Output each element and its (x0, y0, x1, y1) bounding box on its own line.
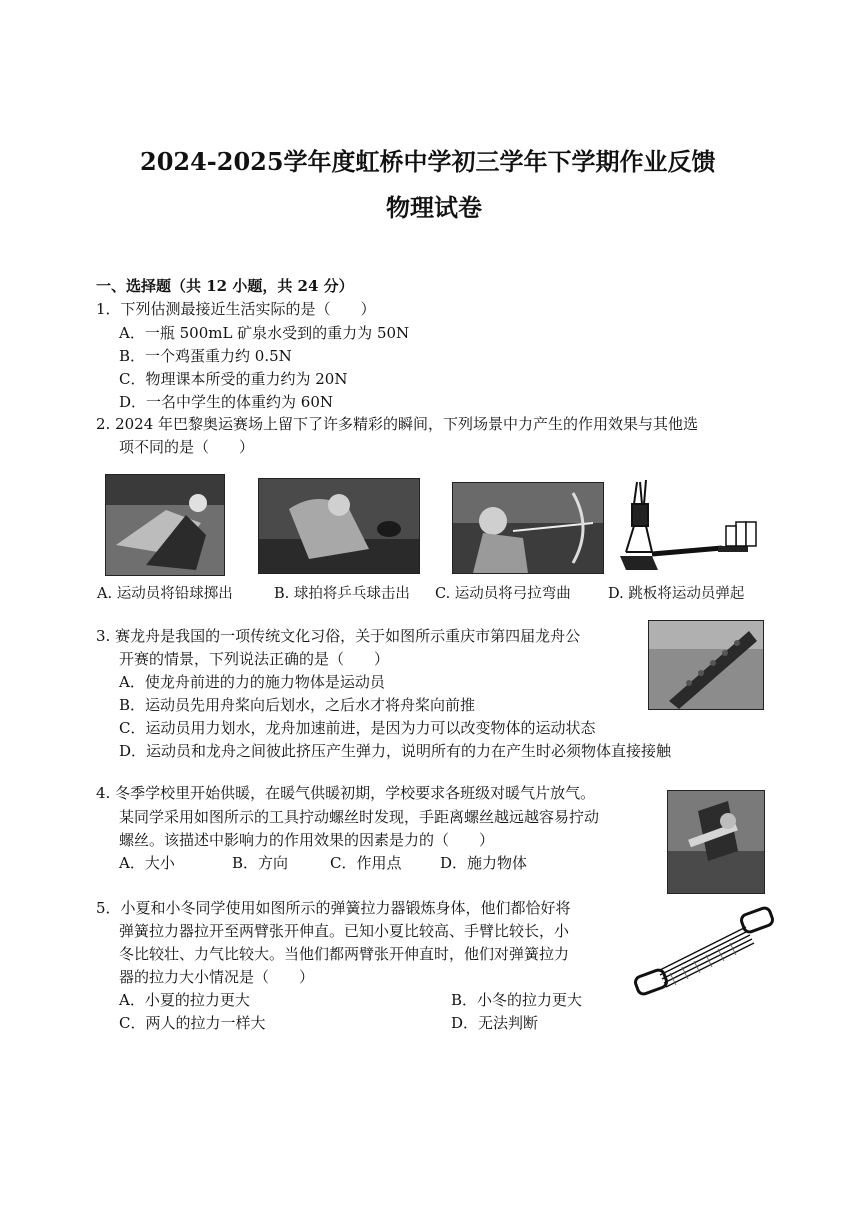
question-3-option-a: A．使龙舟前进的力的施力物体是运动员 (119, 673, 385, 691)
shot-put-photo (105, 474, 225, 576)
question-4-stem-line3: 螺丝。该描述中影响力的作用效果的因素是力的（ ） (119, 831, 495, 849)
exam-subtitle: 物理试卷 (386, 193, 482, 222)
question-4-option-c: C．作用点 (330, 854, 402, 872)
question-2-stem-line2: 项不同的是（ ） (119, 438, 255, 456)
archery-photo (452, 482, 604, 574)
question-5-option-d: D．无法判断 (451, 1014, 539, 1032)
question-5-option-c: C．两人的拉力一样大 (119, 1014, 266, 1032)
question-3-option-c: C．运动员用力划水，龙舟加速前进，是因为力可以改变物体的运动状态 (119, 719, 596, 737)
question-3-option-d: D．运动员和龙舟之间彼此挤压产生弹力，说明所有的力在产生时必须物体直接接触 (119, 742, 672, 760)
question-3-stem-line2: 开赛的情景，下列说法正确的是（ ） (119, 650, 390, 668)
dragon-boat-photo (648, 620, 764, 710)
question-5-stem-line2: 弹簧拉力器拉开至两臂张开伸直。已知小夏比较高、手臂比较长，小 (119, 922, 570, 940)
question-5-stem-line1: 5．小夏和小冬同学使用如图所示的弹簧拉力器锻炼身体，他们都恰好将 (96, 899, 571, 917)
question-4-stem-line2: 某同学采用如图所示的工具拧动螺丝时发现，手距离螺丝越远越容易拧动 (119, 808, 600, 826)
question-5-option-b: B．小冬的拉力更大 (451, 991, 583, 1009)
question-1-option-b: B．一个鸡蛋重力约 0.5N (119, 347, 292, 365)
question-5-stem-line3: 冬比较壮、力气比较大。当他们都两臂张开伸直时，他们对弹簧拉力 (119, 945, 570, 963)
wrench-radiator-photo (667, 790, 765, 894)
question-4-stem-line1: 4. 冬季学校里开始供暖，在暖气供暖初期，学校要求各班级对暖气片放气。 (96, 784, 596, 802)
question-2-caption-d: D. 跳板将运动员弹起 (608, 586, 745, 602)
question-3-option-b: B．运动员先用舟桨向后划水，之后水才将舟桨向前推 (119, 696, 476, 714)
question-4-option-b: B．方向 (232, 854, 289, 872)
section-heading: 一、选择题（共 12 小题，共 24 分） (96, 277, 354, 295)
question-1-stem: 1．下列估测最接近生活实际的是（ ） (96, 300, 376, 318)
question-4-option-a: A．大小 (119, 854, 175, 872)
question-1-option-c: C．物理课本所受的重力约为 20N (119, 370, 348, 388)
spring-expander-illustration (630, 905, 778, 1001)
question-1-option-a: A．一瓶 500mL 矿泉水受到的重力为 50N (119, 324, 410, 342)
question-1-option-d: D．一名中学生的体重约为 60N (119, 393, 334, 411)
question-3-stem-line1: 3. 赛龙舟是我国的一项传统文化习俗，关于如图所示重庆市第四届龙舟公 (96, 627, 581, 645)
question-5-stem-line4: 器的拉力大小情况是（ ） (119, 968, 315, 986)
question-4-option-d: D．施力物体 (440, 854, 528, 872)
question-2-caption-a: A. 运动员将铅球掷出 (97, 586, 233, 602)
question-2-caption-b: B. 球拍将乒乓球击出 (274, 586, 410, 602)
table-tennis-photo (258, 478, 420, 574)
question-2-stem-line1: 2. 2024 年巴黎奥运赛场上留下了许多精彩的瞬间，下列场景中力产生的作用效果与其他选 (96, 415, 699, 433)
exam-title: 2024-2025学年度虹桥中学初三学年下学期作业反馈 (140, 147, 716, 176)
question-2-caption-c: C. 运动员将弓拉弯曲 (435, 586, 571, 602)
question-5-option-a: A．小夏的拉力更大 (119, 991, 250, 1009)
diving-board-illustration (612, 474, 762, 574)
